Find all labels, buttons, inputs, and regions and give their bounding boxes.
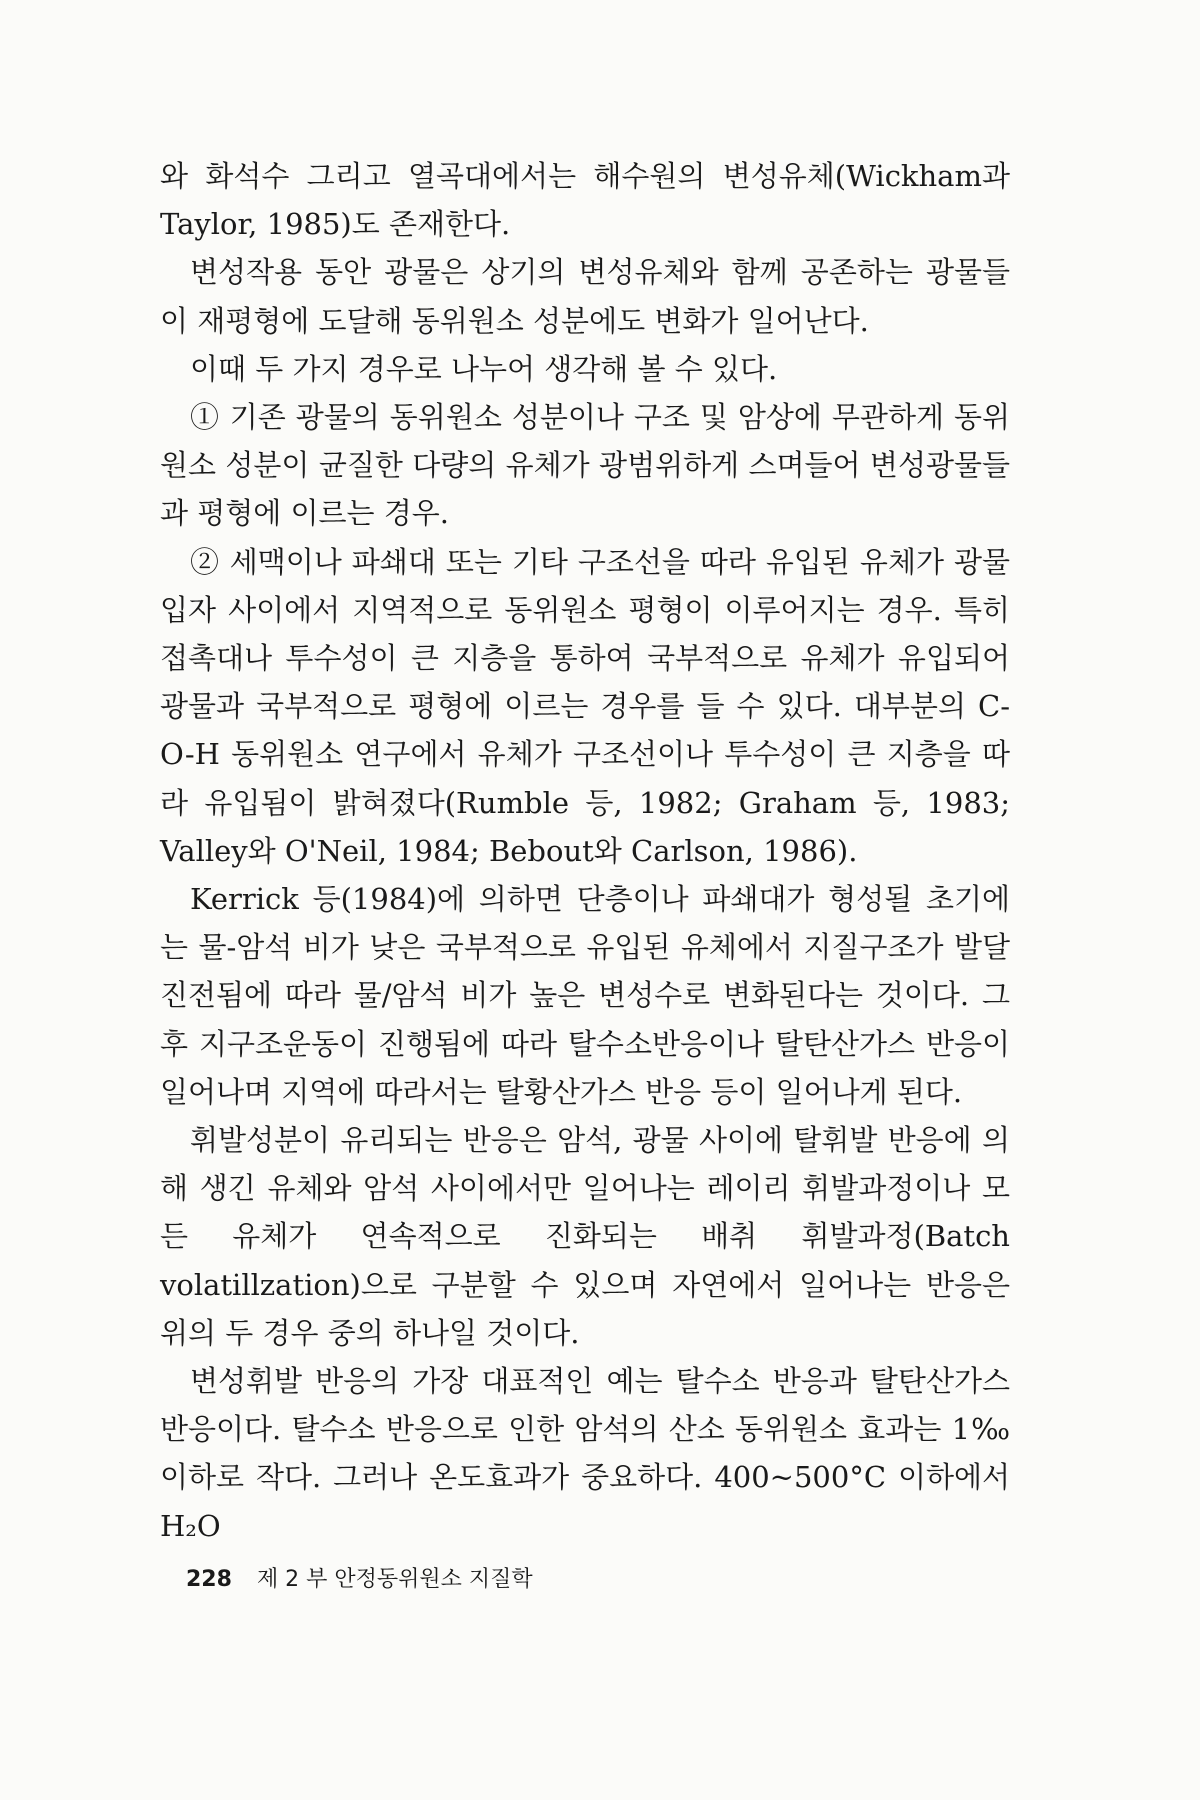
page-footer <box>186 1562 533 1593</box>
page-body <box>160 152 1010 1550</box>
paragraph-2: 변성작용 동안 광물은 상기의 변성유체와 함께 공존하는 광물들이 재평형에 도달해 동위원소 성분에도 변화가 일어난다. <box>160 255 1010 338</box>
running-title: 제 2 부 안정동위원소 지질학 <box>256 1567 533 1592</box>
paragraph-5: ② 세맥이나 파쇄대 또는 기타 구조선을 따라 유입된 유체가 광물입자 사이에서 지역적으로 동위원소 평형이 이루어지는 경우. 특히 접촉대나 투수성이 큰 지층을 통하여 국부적으로 유체가 유입되어 광물과 국부적으로 평형에 이르는 경우를 들 수 있다. 대부분의 C-O-H 동위원소 연구에서 유체가 구조선이나 투수성이 큰 지층을 따라 유입됨이 밝혀졌다(Rumble 등, 1982; Graham 등, 1983; Valley와 O'Neil, 1984; Bebout와 Carlson, 1986). <box>160 544 1010 868</box>
paragraph-3: 이때 두 가지 경우로 나누어 생각해 볼 수 있다. <box>190 351 778 386</box>
paragraph-4: ① 기존 광물의 동위원소 성분이나 구조 및 암상에 무관하게 동위원소 성분이 균질한 다량의 유체가 광범위하게 스며들어 변성광물들과 평형에 이르는 경우. <box>160 400 1010 531</box>
paragraph-8: 변성휘발 반응의 가장 대표적인 예는 탈수소 반응과 탈탄산가스 반응이다. 탈수소 반응으로 인한 암석의 산소 동위원소 효과는 1‰ 이하로 작다. 그러나 온도효과가 중요하다. 400~500°C 이하에서 H₂O <box>160 1364 1010 1543</box>
paragraph-1: 와 화석수 그리고 열곡대에서는 해수원의 변성유체(Wickham과 Taylor, 1985)도 존재한다. <box>160 159 1010 242</box>
paragraph-6: Kerrick 등(1984)에 의하면 단층이나 파쇄대가 형성될 초기에는 물-암석 비가 낮은 국부적으로 유입된 유체에서 지질구조가 발달 진전됨에 따라 물/암석 비가 높은 변성수로 변화된다는 것이다. 그 후 지구조운동이 진행됨에 따라 탈수소반응이나 탈탄산가스 반응이 일어나며 지역에 따라서는 탈황산가스 반응 등이 일어나게 된다. <box>160 882 1010 1109</box>
paragraph-7: 휘발성분이 유리되는 반응은 암석, 광물 사이에 탈휘발 반응에 의해 생긴 유체와 암석 사이에서만 일어나는 레이리 휘발과정이나 모든 유체가 연속적으로 진화되는 배취 휘발과정(Batch volatillzation)으로 구분할 수 있으며 자연에서 일어나는 반응은 위의 두 경우 중의 하나일 것이다. <box>160 1123 1010 1350</box>
page-number: 228 <box>186 1567 232 1592</box>
